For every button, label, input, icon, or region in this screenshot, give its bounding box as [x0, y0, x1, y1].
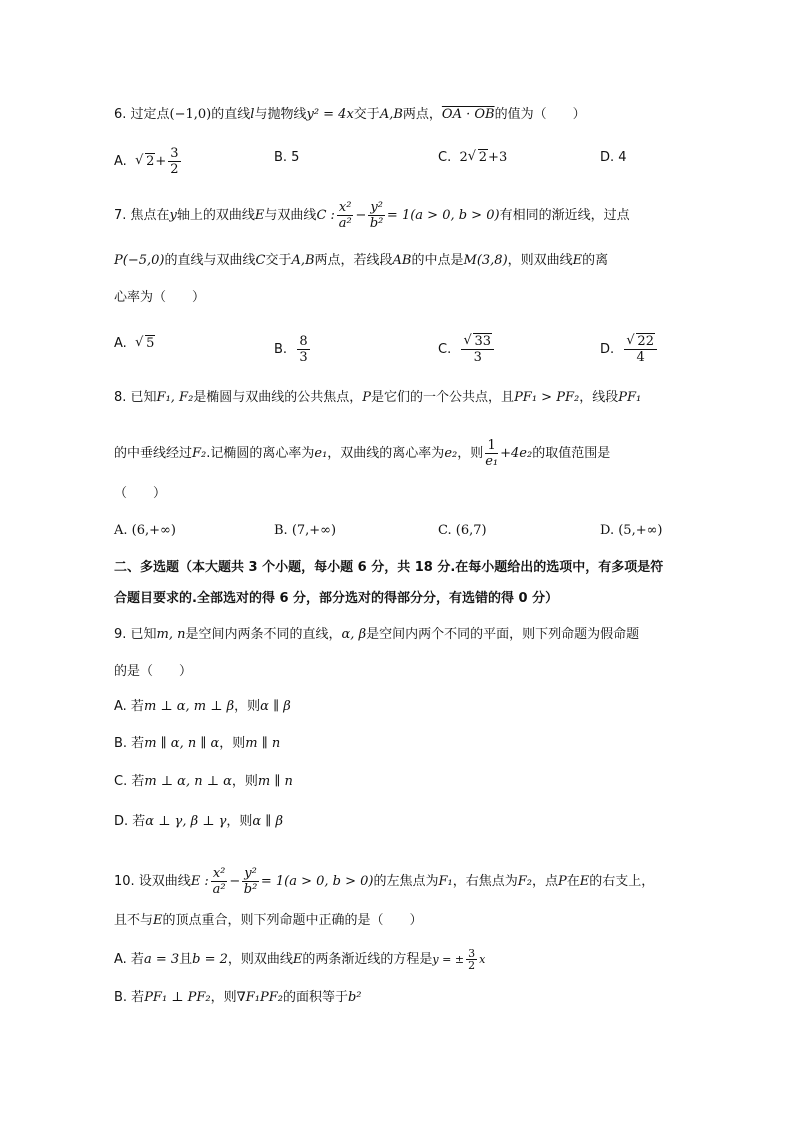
q10-text: 10. 设双曲线 — [114, 874, 191, 889]
denominator: 2 — [468, 959, 476, 972]
q10-F2: F₂ — [517, 874, 532, 889]
q9-option-c — [114, 772, 293, 792]
q8-option-d: D. (5,+∞) — [600, 523, 663, 538]
numerator: 3 — [468, 947, 476, 960]
fraction — [624, 334, 657, 365]
option-label: B. — [274, 342, 288, 357]
sqrt-radicand: 5 — [146, 336, 155, 351]
q9-text: ，则 — [231, 774, 258, 789]
q10-line1 — [114, 866, 654, 897]
coef: 2 — [459, 150, 468, 165]
q9-b-expr: m ∥ α, n ∥ α — [144, 736, 220, 751]
fraction — [297, 334, 309, 365]
option-label: B. 若 — [114, 990, 145, 1005]
q10-E: E : — [190, 874, 209, 889]
q7-line3: 心率为（ ） — [114, 290, 206, 305]
fraction — [337, 200, 354, 231]
denominator: b² — [369, 216, 384, 231]
section2-title-line1: 二、多选题（本大题共 3 个小题，每小题 6 分，共 18 分.在每小题给出的选项中，有多项是符 — [114, 560, 664, 575]
q6-points: A,B — [379, 107, 403, 122]
option-label: D. — [600, 342, 615, 357]
q10-text: 且不与 — [114, 913, 154, 928]
q9-c-expr: m ⊥ α, n ⊥ α — [144, 774, 232, 789]
option-label: A. 若 — [114, 952, 144, 967]
sqrt — [626, 334, 655, 349]
numerator: x² — [338, 200, 352, 215]
q6-parabola: y² = 4x — [306, 107, 354, 122]
q10-text: 的右支上， — [589, 874, 655, 889]
q7-E: E — [572, 253, 583, 268]
q8-line2 — [114, 438, 610, 469]
q7-text: 的直线与双曲线 — [164, 253, 256, 268]
q10-text: 的左焦点为 — [373, 874, 439, 889]
q8-option-a: A. (6,+∞) — [114, 523, 176, 538]
q9-c-res: m ∥ n — [257, 774, 293, 789]
denominator: a² — [338, 216, 352, 231]
q6-option-d: D. 4 — [600, 150, 627, 165]
q7-option-b — [274, 334, 312, 365]
q9-d-res: α ∥ β — [252, 814, 283, 829]
numerator: y² — [370, 200, 383, 215]
q10-b-value: b = 2 — [192, 952, 228, 967]
q9-line2: 的是（ ） — [114, 664, 193, 679]
q9-d-expr: α ⊥ γ, β ⊥ γ — [145, 814, 227, 829]
q7-text: 的离 — [582, 253, 609, 268]
q8-text: 是椭圆与双曲线的公共焦点， — [193, 390, 363, 405]
q10-F1: F₁ — [438, 874, 453, 889]
q9-text: ，则 — [234, 699, 261, 714]
q8-line1 — [114, 388, 641, 408]
fraction — [368, 200, 385, 231]
q10-text: 在 — [566, 874, 580, 889]
q9-text: 是空间内两条不同的直线， — [185, 627, 342, 642]
q6-text: 的直线 — [211, 107, 251, 122]
q7-option-c — [438, 334, 496, 365]
q10-asymptote-eq: y = ± — [432, 953, 465, 966]
q8-PF1: PF₁ — [618, 390, 642, 405]
q8-text: 是它们的一个公共点，且 — [371, 390, 515, 405]
q9-text: 是空间内两个不同的平面，则下列命题为假命题 — [366, 627, 640, 642]
q7-line1 — [114, 200, 630, 231]
fraction — [168, 146, 180, 177]
rest: +3 — [488, 150, 508, 165]
q8-text: 的取值范围是 — [532, 446, 611, 461]
q7-AB: A,B — [291, 253, 315, 268]
q7-text: ，则双曲线 — [507, 253, 573, 268]
q7-text: 两点，若线段 — [314, 253, 393, 268]
q9-option-a — [114, 697, 291, 717]
q6-text: 两点， — [402, 107, 442, 122]
q7-option-a — [114, 334, 155, 354]
fraction — [466, 948, 477, 971]
q9-text: ，则 — [219, 736, 246, 751]
numerator: 3 — [170, 146, 179, 161]
q9-b-res: m ∥ n — [245, 736, 281, 751]
q7-line2 — [114, 251, 608, 271]
q10-b-res: b² — [347, 990, 362, 1005]
option-label: D. 若 — [114, 814, 146, 829]
q10-text: ，则双曲线 — [227, 952, 293, 967]
q8-text: ，双曲线的离心率为 — [327, 446, 445, 461]
q8-text: ，线段 — [579, 390, 619, 405]
q10-a-value: a = 3 — [143, 952, 180, 967]
q6-line-l: l — [250, 107, 255, 122]
minus: − — [355, 208, 367, 223]
q7-text: 与双曲线 — [264, 208, 317, 223]
q7-text: 的中点是 — [411, 253, 464, 268]
q10-text: ，点 — [531, 874, 558, 889]
q10-line2 — [114, 911, 423, 931]
q8-inequality: PF₁ > PF₂ — [514, 390, 580, 405]
numerator: 1 — [485, 438, 498, 454]
q8-text: ，则 — [457, 446, 484, 461]
denominator: 3 — [299, 350, 308, 365]
q6-text: 6. 过定点 — [114, 107, 170, 122]
fraction — [242, 866, 259, 897]
sqrt-radicand: 22 — [637, 334, 654, 349]
sqrt — [135, 152, 155, 172]
q10-b-expr: PF₁ ⊥ PF₂ — [144, 990, 211, 1005]
q6-stem — [114, 105, 586, 125]
q7-option-d — [600, 334, 659, 365]
section2-title-line2: 合题目要求的.全部选对的得 6 分，部分选对的得部分分，有选错的得 0 分） — [114, 591, 559, 606]
q10-text: ，则 — [210, 990, 237, 1005]
q10-E: E — [153, 913, 163, 928]
q8-option-c: C. (6,7) — [438, 523, 487, 538]
q8-text: 8. 已知 — [114, 390, 157, 405]
sqrt — [468, 148, 488, 168]
denominator: b² — [243, 882, 258, 897]
q7-E: E — [254, 208, 265, 223]
q8-line3: （ ） — [114, 486, 167, 501]
q10-P: P — [558, 874, 567, 889]
q10-triangle: ∇F₁PF₂ — [236, 990, 283, 1005]
q6-text: 的值为（ ） — [494, 107, 586, 122]
q7-text: 交于 — [265, 253, 292, 268]
q7-AB-segment: AB — [392, 253, 412, 268]
fraction — [461, 334, 494, 365]
q7-P: P(−5,0) — [114, 253, 165, 268]
sqrt — [463, 334, 492, 349]
q10-text: 的面积等于 — [282, 990, 348, 1005]
q10-text: 的顶点重合，则下列命题中正确的是（ ） — [162, 913, 423, 928]
minus: − — [229, 874, 241, 889]
denominator: 4 — [636, 350, 645, 365]
q9-line1 — [114, 625, 639, 645]
q9-text: ，则 — [226, 814, 253, 829]
denominator: e₁ — [485, 454, 499, 469]
option-label: C. — [438, 150, 452, 165]
q6-option-b: B. 5 — [274, 150, 300, 165]
q9-text: 9. 已知 — [114, 627, 157, 642]
q8-option-b: B. (7,+∞) — [274, 523, 337, 538]
q8-text: .记椭圆的离心率为 — [206, 446, 315, 461]
q8-F2: F₂ — [192, 446, 207, 461]
q6-dot-product: OA · OB — [441, 107, 495, 122]
denominator: 2 — [170, 162, 179, 177]
q7-condition: = 1(a > 0, b > 0) — [386, 208, 500, 223]
q7-C: C : — [316, 208, 335, 223]
option-label: A. 若 — [114, 699, 144, 714]
q8-P: P — [362, 390, 372, 405]
q7-C: C — [255, 253, 266, 268]
q7-text: 轴上的双曲线 — [176, 208, 255, 223]
q7-text: 7. 焦点在 — [114, 208, 170, 223]
option-label: C. — [438, 342, 452, 357]
q8-text: 的中垂线经过 — [114, 446, 193, 461]
numerator: 8 — [299, 334, 308, 349]
q8-plus-term: +4e₂ — [500, 446, 533, 461]
q6-text: 交于 — [353, 107, 380, 122]
q9-a-res: α ∥ β — [260, 699, 291, 714]
q9-a-expr: m ⊥ α, m ⊥ β — [143, 699, 235, 714]
sqrt — [135, 334, 155, 354]
q10-text: 的两条渐近线的方程是 — [302, 952, 433, 967]
q10-text: 且 — [179, 952, 193, 967]
q8-foci: F₁, F₂ — [156, 390, 194, 405]
q7-M: M(3,8) — [463, 253, 508, 268]
denominator: 3 — [473, 350, 482, 365]
sqrt-radicand: 2 — [478, 150, 488, 165]
q9-alpha-beta: α, β — [341, 627, 367, 642]
q9-mn: m, n — [156, 627, 186, 642]
denominator: a² — [212, 882, 226, 897]
q10-E: E — [579, 874, 590, 889]
q10-condition: = 1(a > 0, b > 0) — [260, 874, 374, 889]
q7-y-axis: y — [169, 208, 177, 223]
q10-text: ，右焦点为 — [452, 874, 518, 889]
sqrt-radicand: 2 — [146, 154, 155, 169]
option-label: B. 若 — [114, 736, 145, 751]
q6-text: 与抛物线 — [254, 107, 307, 122]
option-label: A. — [114, 336, 127, 351]
q6-option-a — [114, 146, 183, 177]
q9-option-b — [114, 734, 280, 754]
q10-E: E — [292, 952, 303, 967]
q9-option-d — [114, 812, 283, 832]
q7-text: 有相同的渐近线，过点 — [499, 208, 630, 223]
q8-e2: e₂ — [444, 446, 458, 461]
q10-x: x — [479, 953, 486, 966]
q10-option-b — [114, 988, 362, 1008]
q6-option-c — [438, 148, 507, 168]
q10-option-a — [114, 948, 485, 971]
fraction — [211, 866, 228, 897]
plus: + — [155, 154, 167, 169]
numerator: x² — [212, 866, 226, 881]
fraction — [485, 438, 498, 469]
q6-point: (−1,0) — [169, 107, 212, 122]
q8-e1: e₁ — [314, 446, 328, 461]
option-label: C. 若 — [114, 774, 145, 789]
sqrt-radicand: 33 — [474, 334, 492, 349]
option-label: A. — [114, 154, 127, 169]
numerator: y² — [244, 866, 257, 881]
